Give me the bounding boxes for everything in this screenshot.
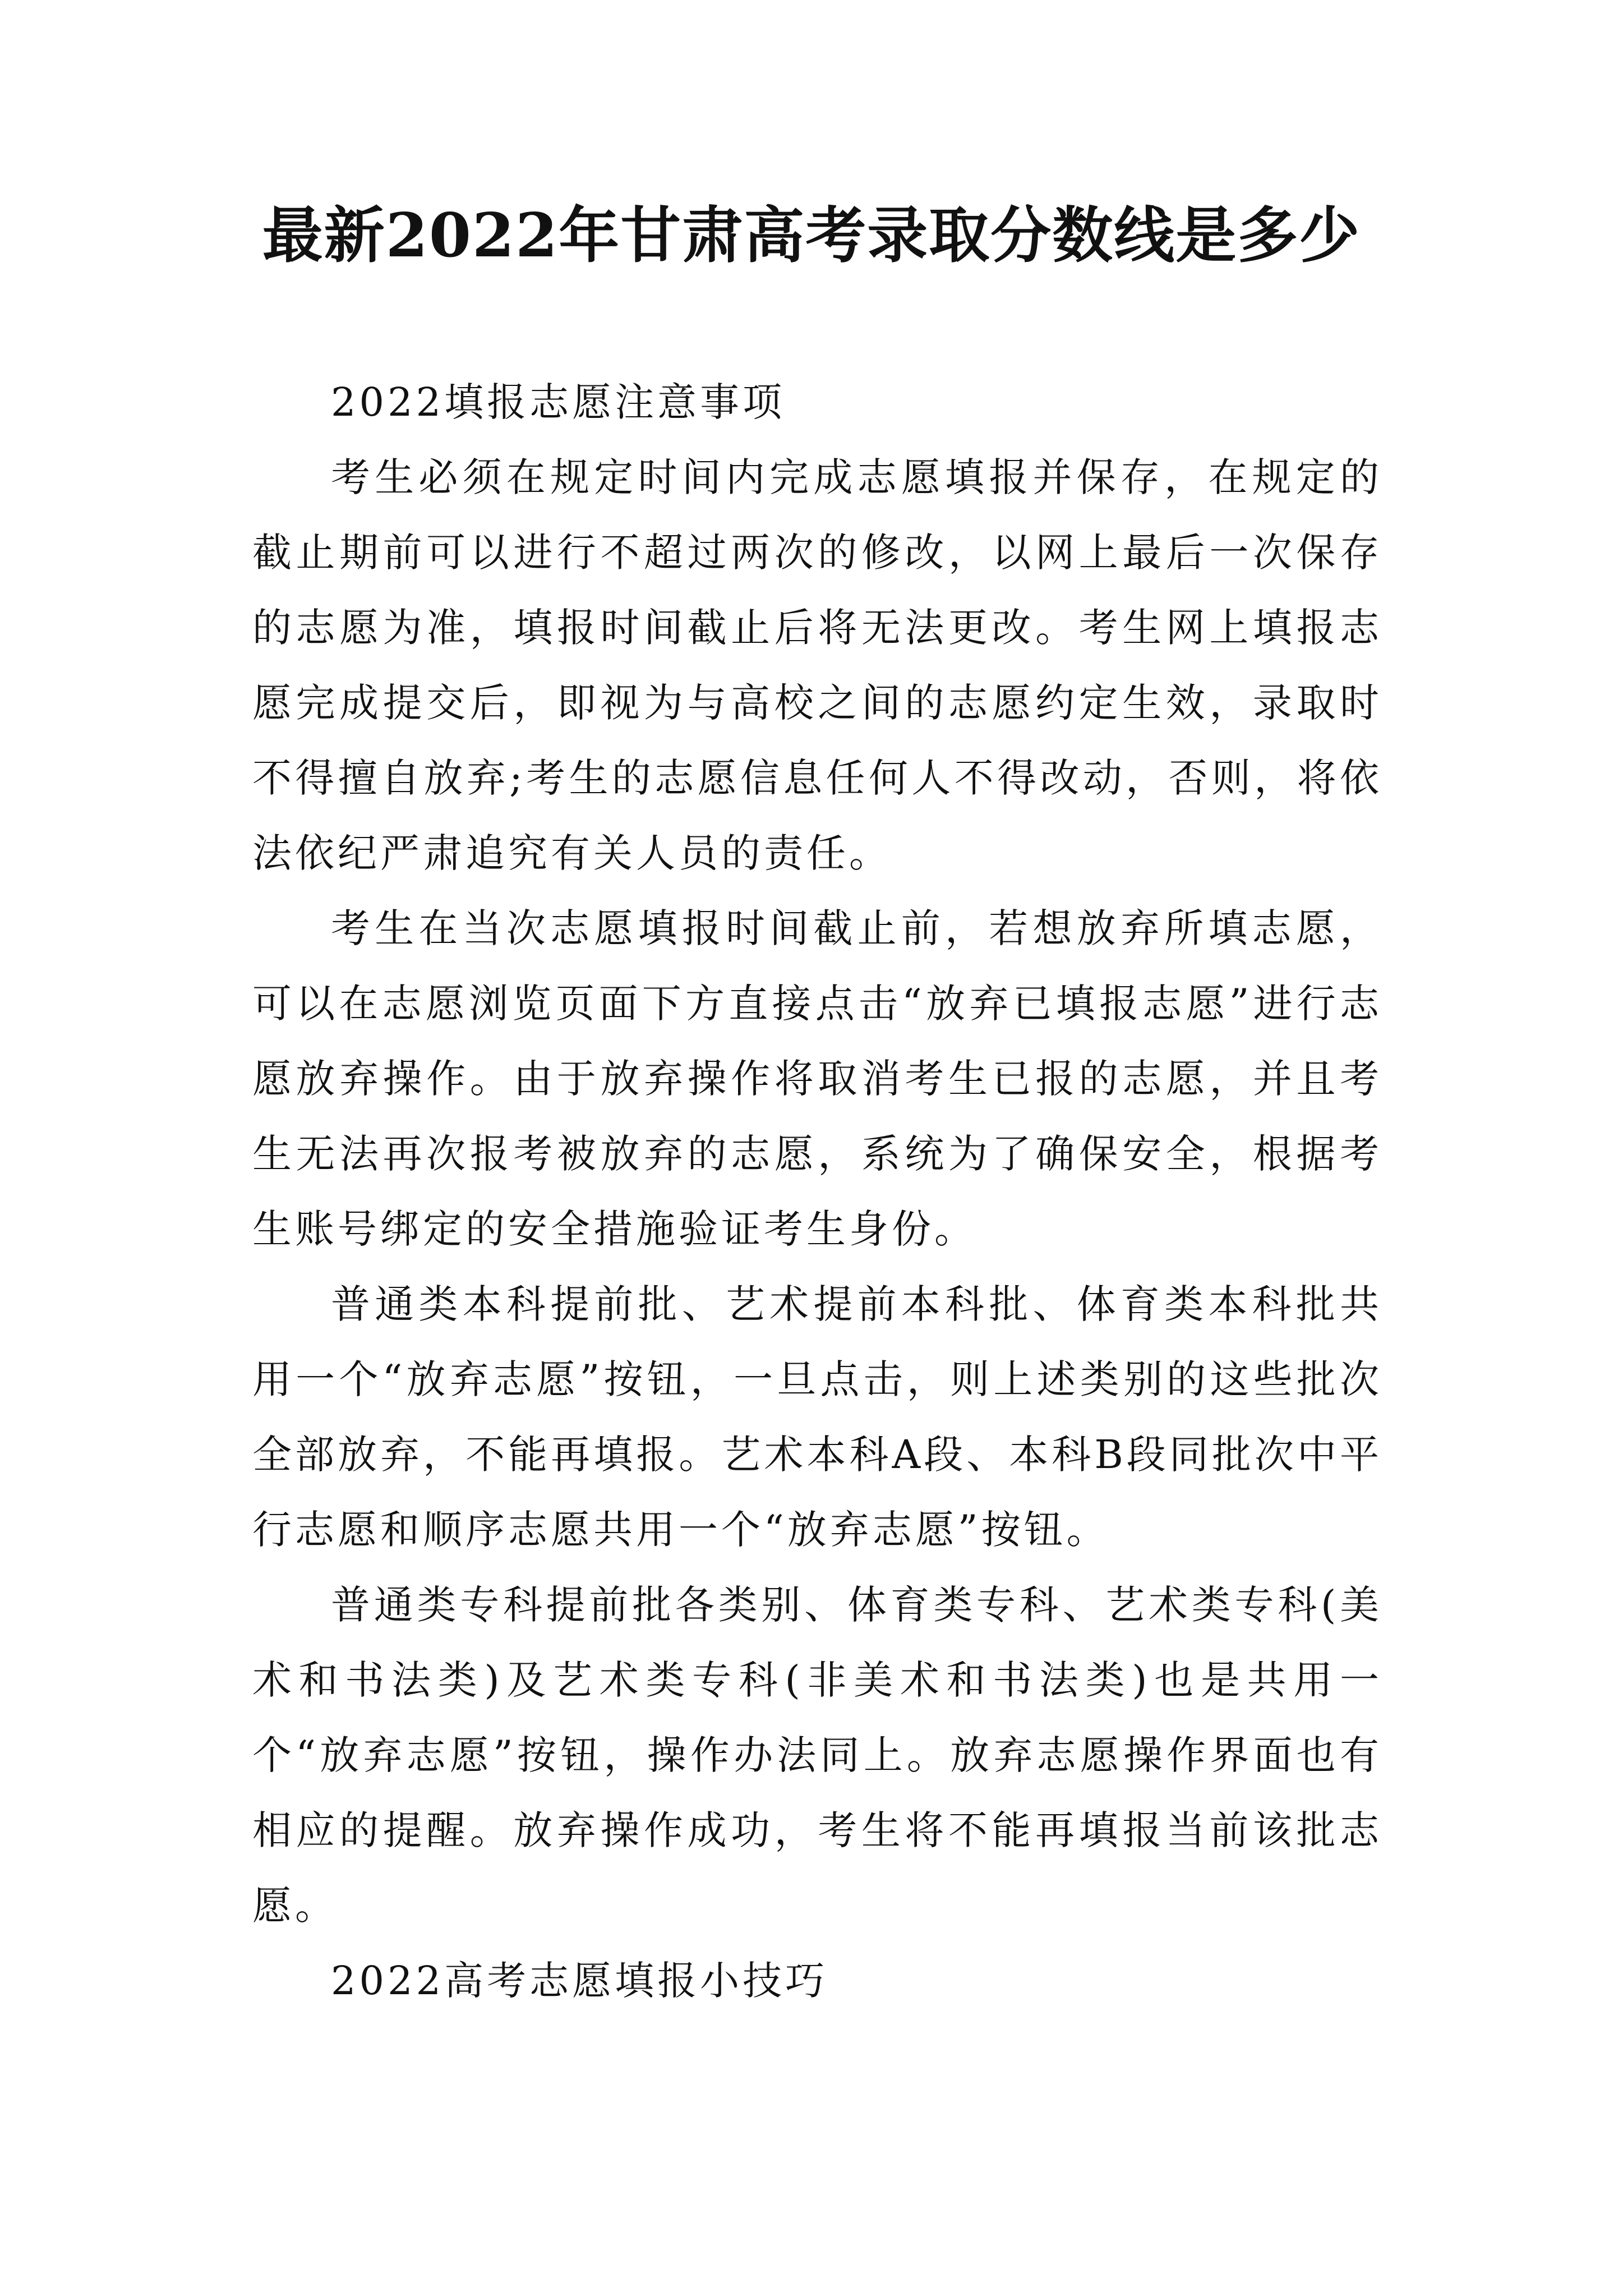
paragraph-vocational-batches: 普通类专科提前批各类别、体育类专科、艺术类专科(美术和书法类)及艺术类专科(非美术和书法类)也是共用一个“放弃志愿”按钮，操作办法同上。放弃志愿操作界面也有相应的提醒。放弃操作成功，考生将不能再填报当前该批志愿。	[252, 1582, 1382, 1929]
section-heading-volunteer-notes: 2022填报志愿注意事项	[331, 379, 786, 425]
page-title: 最新2022年甘肃高考录取分数线是多少	[262, 200, 1361, 271]
document-body	[252, 365, 1382, 2018]
section-heading-tips: 2022高考志愿填报小技巧	[331, 1958, 828, 2004]
paragraph-abandon-operation: 考生在当次志愿填报时间截止前，若想放弃所填志愿，可以在志愿浏览页面下方直接点击“放弃已填报志愿”进行志愿放弃操作。由于放弃操作将取消考生已报的志愿，并且考生无法再次报考被放弃的志愿，系统为了确保安全，根据考生账号绑定的安全措施验证考生身份。	[252, 905, 1382, 1252]
paragraph-undergraduate-batches: 普通类本科提前批、艺术提前本科批、体育类本科批共用一个“放弃志愿”按钮，一旦点击，则上述类别的这些批次全部放弃，不能再填报。艺术本科A段、本科B段同批次中平行志愿和顺序志愿共用一个“放弃志愿”按钮。	[252, 1281, 1382, 1553]
paragraph-submission-rules: 考生必须在规定时间内完成志愿填报并保存，在规定的截止期前可以进行不超过两次的修改，以网上最后一次保存的志愿为准，填报时间截止后将无法更改。考生网上填报志愿完成提交后，即视为与高校之间的志愿约定生效，录取时不得擅自放弃;考生的志愿信息任何人不得改动，否则，将依法依纪严肃追究有关人员的责任。	[252, 454, 1382, 876]
